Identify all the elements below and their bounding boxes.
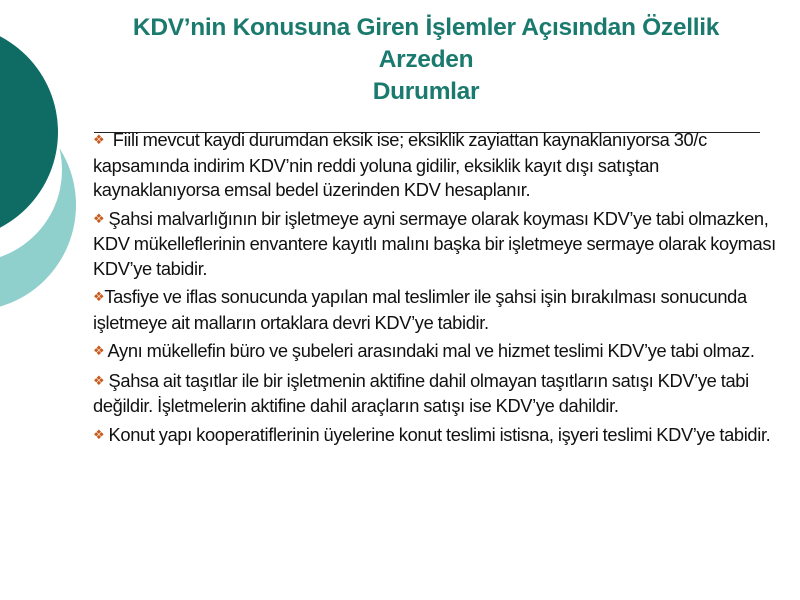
bullet-text: Tasfiye ve iflas sonucunda yapılan mal teslimler ile şahsi işin bırakılması sonucunda işletmeye ait malların ortaklara devri KDV’ye tabidir. [93,286,747,333]
bullet-text: Aynı mükellefin büro ve şubeleri arasındaki mal ve hizmet teslimi KDV’ye tabi olmaz. [107,340,755,361]
bullet-list [93,128,783,452]
bullet-item-1 [93,128,783,203]
bullet-item-5 [93,369,783,419]
bullet-text: Şahsa ait taşıtlar ile bir işletmenin aktifine dahil olmayan taşıtların satışı KDV’ye tabi değildir. İşletmelerin aktifine dahil araçların satışı ise KDV’ye dahildir. [93,369,749,416]
title-line-1: KDV’nin Konusuna Giren İşlemler Açısından Özellik Arzeden [132,14,720,73]
bullet-item-2 [93,207,783,282]
diamond-bullet-icon: ❖ [93,290,105,305]
bullet-text: Konut yapı kooperatiflerinin üyelerine konut teslimi istisna, işyeri teslimi KDV’ye tabidir. [108,423,771,445]
diamond-bullet-icon: ❖ [93,211,105,227]
diamond-bullet-icon: ❖ [93,133,105,148]
diamond-bullet-icon: ❖ [93,373,105,389]
slide-title [90,12,762,108]
bullet-item-4 [93,339,783,365]
bullet-text: Fiili mevcut kaydi durumdan eksik ise; eksiklik zayiattan kaynaklanıyorsa 30/c kapsamında indirim KDV’nin reddi yoluna gidilir, eksiklik kayıt dışı satıştan kaynaklanıyorsa emsal bedel üzerinden KDV hesaplanır. [93,129,707,200]
decorative-circles [0,0,90,330]
diamond-bullet-icon: ❖ [93,427,105,443]
diamond-bullet-icon: ❖ [93,344,105,359]
bullet-item-3 [93,285,783,335]
title-line-2: Durumlar [372,78,480,105]
bullet-item-6 [93,423,783,449]
bullet-text: Şahsi malvarlığının bir işletmeye ayni sermaye olarak koyması KDV’ye tabi olmazken, KDV mükelleflerinin envantere kayıtlı malını başka bir işletmeye sermaye olarak koyması KDV’ye tabidir. [93,207,776,279]
